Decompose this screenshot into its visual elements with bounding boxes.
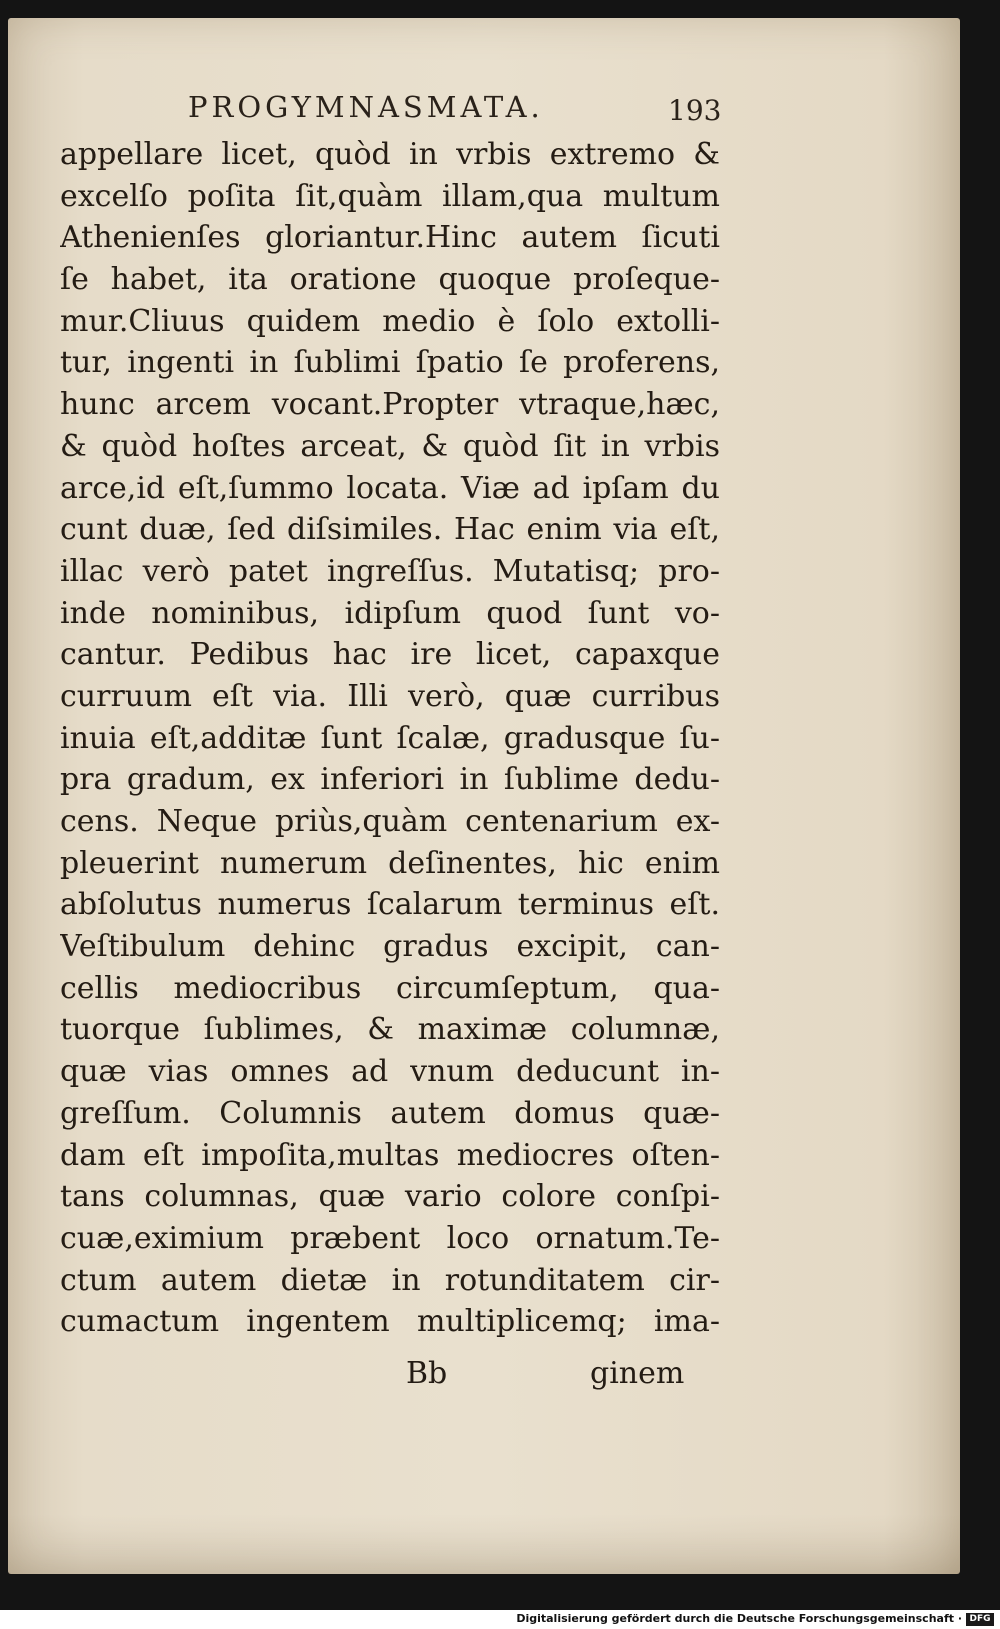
text-line: arce,id eſt,ſummo locata. Viæ ad ipſam du	[60, 470, 720, 506]
dfg-logo-icon: DFG	[966, 1613, 994, 1626]
text-line: curruum eſt via. Illi verò, quæ curribus	[60, 678, 720, 714]
text-line: cunt duæ, ſed diſsimiles. Hac enim via eſt,	[60, 512, 720, 548]
text-line: tuorque ſublimes, & maximæ columnæ,	[60, 1012, 720, 1048]
text-line: tur, ingenti in ſublimi ſpatio ſe proferens,	[60, 345, 720, 381]
text-line: ſe habet, ita oratione quoque proſeque-	[60, 262, 720, 298]
text-line: cumactum ingentem multiplicemq; ima-	[60, 1304, 720, 1340]
credit-text: Digitalisierung gefördert durch die Deutsche Forschungsgemeinschaft ·	[516, 1612, 962, 1625]
text-line: excelſo poſita ſit,quàm illam,qua multum	[60, 178, 720, 214]
running-title: PROGYMNASMATA.	[188, 90, 544, 124]
text-line: cellis mediocribus circumſeptum, qua-	[60, 970, 720, 1006]
text-line: cuæ,eximium præbent loco ornatum.Te-	[60, 1220, 720, 1256]
page-number: 193	[668, 94, 722, 127]
text-line: & quòd hoſtes arceat, & quòd ſit in vrbis	[60, 428, 720, 464]
text-line: cens. Neque priùs,quàm centenarium ex-	[60, 804, 720, 839]
text-line: quæ vias omnes ad vnum deducunt in-	[60, 1054, 720, 1090]
text-line: cantur. Pedibus hac ire licet, capaxque	[60, 637, 720, 673]
text-line: abſolutus numerus ſcalarum terminus eſt.	[60, 887, 720, 923]
body-text	[60, 134, 720, 1343]
text-line: ctum autem dietæ in rotunditatem cir-	[60, 1262, 720, 1298]
text-line: tans columnas, quæ vario colore conſpi-	[60, 1179, 720, 1215]
credit-bar	[0, 1610, 1000, 1629]
text-line: pleuerint numerum deſinentes, hic enim	[60, 845, 720, 881]
text-line: pra gradum, ex inferiori in ſublime dedu-	[60, 762, 720, 798]
text-line: dam eſt impoſita,multas mediocres oſten-	[60, 1137, 720, 1173]
text-line: illac verò patet ingreſſus. Mutatisq; pro-	[60, 553, 720, 589]
text-line: appellare licet, quòd in vrbis extremo &	[60, 137, 720, 172]
text-line: inde nominibus, idipſum quod ſunt vo-	[60, 595, 720, 631]
text-line: mur.Cliuus quidem medio è ſolo extolli-	[60, 303, 720, 339]
signature-mark: Bb	[406, 1356, 448, 1391]
text-line: greſſum. Columnis autem domus quæ-	[60, 1095, 720, 1131]
book-page	[8, 18, 960, 1574]
text-line: Veſtibulum dehinc gradus excipit, can-	[60, 929, 720, 965]
text-line: hunc arcem vocant.Propter vtraque,hæc,	[60, 387, 720, 423]
text-line: Athenienſes gloriantur.Hinc autem ſicuti	[60, 220, 720, 256]
page-footer	[8, 1356, 960, 1400]
catchword: ginem	[590, 1356, 685, 1391]
page-header	[8, 90, 960, 130]
text-line: inuia eſt,additæ ſunt ſcalæ, gradusque ſu-	[60, 720, 720, 756]
